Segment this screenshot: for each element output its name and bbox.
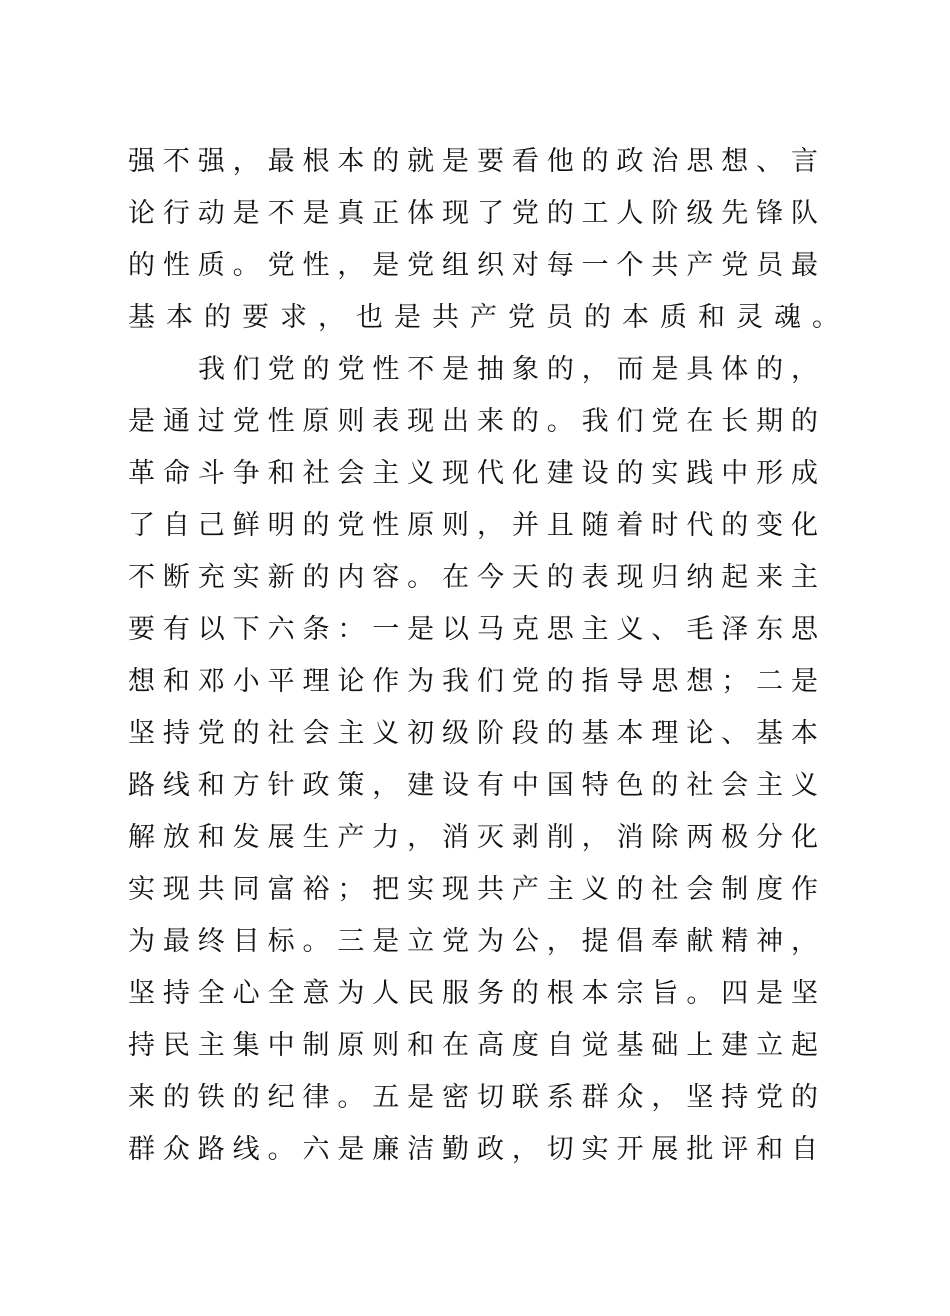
text-line: 论行动是不是真正体现了党的工人阶级先锋队 <box>128 198 818 229</box>
paragraph-first-line: 我们党的党性不是抽象的，而是具体的， <box>198 354 818 385</box>
text-line: 了自己鲜明的党性原则，并且随着时代的变化 <box>128 510 818 541</box>
text-line: 强不强，最根本的就是要看他的政治思想、言 <box>128 146 818 177</box>
body-text <box>128 136 850 1176</box>
text-line: 坚持全心全意为人民服务的根本宗旨。四是坚 <box>128 978 818 1009</box>
text-line: 要有以下六条：一是以马克思主义、毛泽东思 <box>128 614 818 645</box>
text-line: 是通过党性原则表现出来的。我们党在长期的 <box>128 406 818 437</box>
text-line: 想和邓小平理论作为我们党的指导思想；二是 <box>128 666 818 697</box>
text-line: 来的铁的纪律。五是密切联系群众，坚持党的 <box>128 1082 818 1113</box>
text-line: 为最终目标。三是立党为公，提倡奉献精神， <box>128 926 818 957</box>
text-line: 群众路线。六是廉洁勤政，切实开展批评和自 <box>128 1134 818 1165</box>
text-line: 革命斗争和社会主义现代化建设的实践中形成 <box>128 458 818 489</box>
text-line: 基本的要求，也是共产党员的本质和灵魂。 <box>128 302 850 333</box>
text-line: 持民主集中制原则和在高度自觉基础上建立起 <box>128 1030 818 1061</box>
text-line: 解放和发展生产力，消灭剥削，消除两极分化 <box>128 822 818 853</box>
text-line: 不断充实新的内容。在今天的表现归纳起来主 <box>128 562 818 593</box>
text-line: 路线和方针政策，建设有中国特色的社会主义 <box>128 770 818 801</box>
text-line: 坚持党的社会主义初级阶段的基本理论、基本 <box>128 718 818 749</box>
text-line: 实现共同富裕；把实现共产主义的社会制度作 <box>128 874 818 905</box>
text-line: 的性质。党性，是党组织对每一个共产党员最 <box>128 250 818 281</box>
